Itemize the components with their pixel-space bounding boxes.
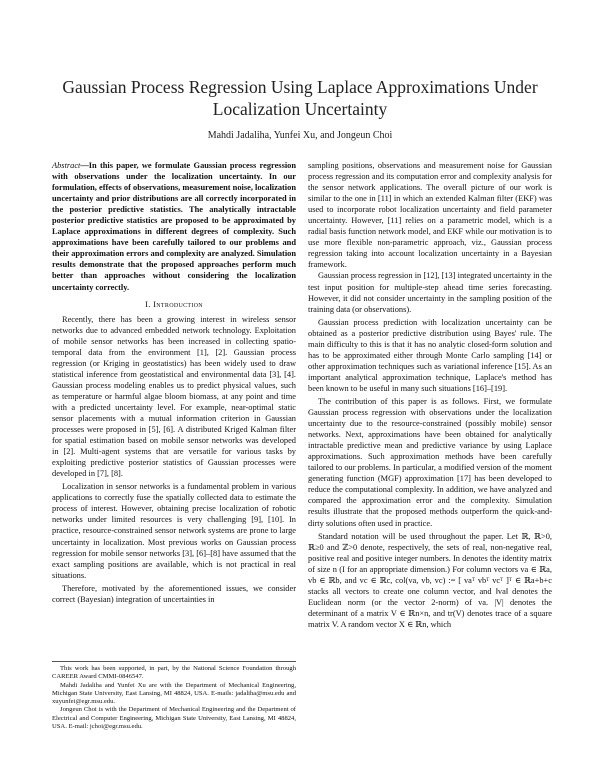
intro-paragraph-6: Gaussian process prediction with localization uncertainty can be obtained as a posterior predictive distribution using Bayes' rule. The main difficulty to this is that it has no analytic closed-form solution and has to be approximated either through Monte Carlo sampling [14] or other approximation techniques such as variational inference [15]. As an important analytical approximation technique, Laplace's method has been known to be useful in many such situations [16]–[19]. [308,317,552,393]
paper-authors: Mahdi Jadaliha, Yunfei Xu, and Jongeun Choi [207,130,393,141]
intro-paragraph-continued: sampling positions, observations and measurement noise for Gaussian process regression and its computation error and complexity analysis for the sensor network applications. The overall picture of our work is similar to the one in [11] in which an extended Kalman filter (EKF) was used to incorporate robot localization uncertainty and field parameter uncertainty. However, [11] relies on a parametric model, which is a radial basis function network model, and EKF while our motivation is to use more flexible non-parametric approach, viz., Gaussian process regression taking into account localization uncertainty in a Bayesian framework. [308,161,552,270]
intro-paragraph-1: Recently, there has been a growing interest in wireless sensor networks due to advanced embedded network technology. Exploitation of mobile sensor networks has been increased in collecting spatio-temporal data from the environment [1], [2]. Gaussian process regression (or Kriging in geostatistics) has been widely used to draw statistical inference from geostatistical and environmental data [3], [4]. Gaussian process modeling enables us to predict physical values, such as temperature or harmful algae bloom biomass, at any point and time with a predicted uncertainty level. For example, near-optimal static sensor placements with a mutual information criterion in Gaussian processes were proposed in [5], [6]. A distributed Kriged Kalman filter for spatial estimation based on mobile sensor networks was developed in [2]. Multi-agent systems that are versatile for various tasks by exploiting predictive posterior statistics of Gaussian processes were developed in [7], [8]. [52,314,296,479]
footnote-authors-2: Jongeun Choi is with the Department of Mechanical Engineering and the Department of Electrical and Computer Engineering, Michigan State University, East Lansing, MI 48824, USA. E-mail: jchoi@egr.msu.edu. [52,706,296,731]
footnote-authors-1: Mahdi Jadaliha and Yunfei Xu are with the Department of Mechanical Engineering, Michigan State University, East Lansing, MI 48824, USA. E-mails: jadaliha@msu.edu and xuyunfei@egr.msu.edu. [52,681,296,706]
paper-title: Gaussian Process Regression Using Laplace Approximations Under Localization Uncertainty [62,77,538,119]
section-title: Introduction [153,298,203,309]
footnotes [52,661,296,731]
intro-paragraph-5: Gaussian process regression in [12], [13] integrated uncertainty in the test input position for multiple-step ahead time series forecasting. However, it did not consider uncertainty in the sampling position of the training data (or observations). [308,271,552,314]
section-number: I. [145,298,151,309]
footnote-funding: This work has been supported, in part, by the National Science Foundation through CAREER Award CMMI-0846547. [52,665,296,681]
contribution-paragraph: The contribution of this paper is as follows. First, we formulate Gaussian process regression with observations under the localization uncertainty due to the resource-constrained (possibly mobile) sensor networks. Next, approximations have been obtained for analytically intractable predictive mean and predictive variance by using Laplace approximations. Such approximation methods have been carefully tailored to our problems. In particular, a modified version of the moment generating function (MGF) approximation [17] has been developed to reduce the computational complexity. In addition, we have analyzed and compared the approximation error and the complexity. Simulation results illustrate that the proposed methods outperform the quick-and-dirty solutions often used in practice. [308,396,552,528]
notation-paragraph: Standard notation will be used throughout the paper. Let ℝ, ℝ>0, ℝ≥0 and ℤ>0 denote, respectively, the sets of real, non-negative real, positive real and positive integer numbers. In denotes the identity matrix of size n (I for an appropriate dimension.) For column vectors va ∈ ℝa, vb ∈ ℝb, and vc ∈ ℝc, col(va, vb, vc) := [ vaᵀ vbᵀ vcᵀ ]ᵀ ∈ ℝa+b+c stacks all vectors to create one column vector, and ‖va‖ denotes the Euclidean norm (or the vector 2-norm) of va. |V| denotes the determinant of a matrix V ∈ ℝn×n, and tr(V) denotes trace of a square matrix V. A random vector X ∈ ℝn, which [308,531,552,629]
left-column [52,160,296,607]
abstract-text: —In this paper, we formulate Gaussian process regression with observations under the localization uncertainty. In our formulation, effects of observations, measurement noise, localization uncertainty and prior distributions are all correctly incorporated in the posterior predictive statistics. The analytically intractable posterior predictive statistics are proposed to be approximated by Laplace approximations in different degrees of complexity. Such approximations have been carefully tailored to our problems and their approximation errors and complexity are analyzed. Simulation results demonstrate that the proposed approaches perform much better than approaches without considering the localization uncertainty correctly. [52,161,296,292]
section-heading-introduction [52,299,296,309]
right-column [308,160,552,632]
abstract-lead: Abstract [52,161,81,170]
intro-paragraph-2: Localization in sensor networks is a fundamental problem in various applications to correctly fuse the spatially collected data to estimate the process of interest. However, obtaining precise localization of robotic networks under limited resources is very challenging [9], [10]. In practice, resource-constrained sensor network systems are prone to large uncertainty in localization. Most previous works on Gaussian process regression for mobile sensor networks [3], [6]–[8] have assumed that the exact sampling positions are available, which is not practical in real situations. [52,482,296,580]
abstract [52,160,296,293]
intro-paragraph-3: Therefore, motivated by the aforementioned issues, we consider correct (Bayesian) integration of uncertainties in [52,583,296,604]
